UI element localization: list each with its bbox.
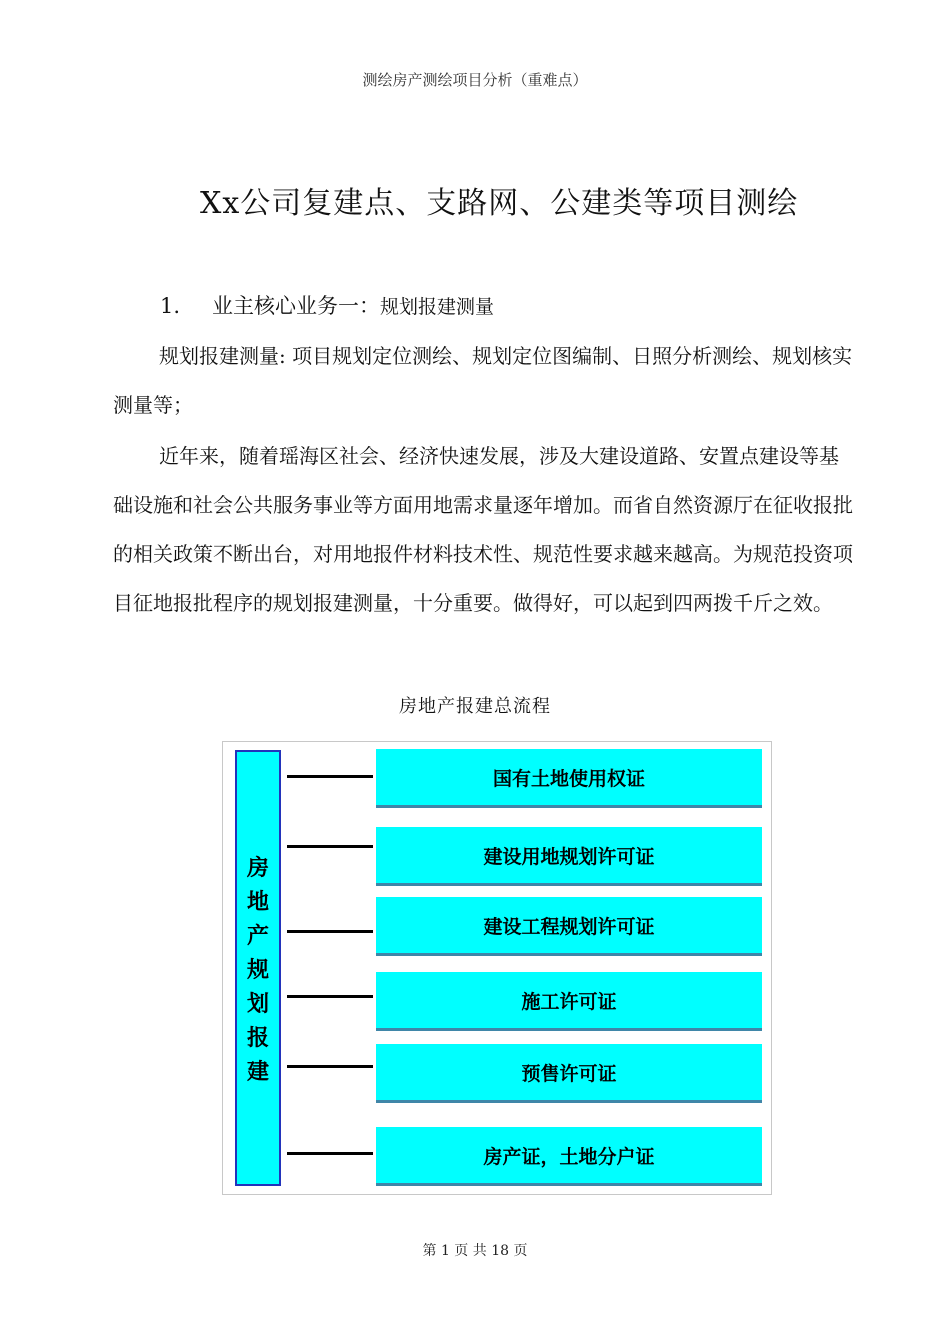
page-footer: 第 1 页 共 18 页 [422, 1243, 528, 1259]
connector-line [287, 775, 373, 778]
section-subtitle: 规划报建测量 [380, 296, 495, 318]
flow-step-label: 建设用地规划许可证 [483, 845, 655, 868]
flow-step-label: 房产证，土地分户证 [483, 1145, 655, 1168]
connector-line [287, 995, 373, 998]
flow-step-label: 建设工程规划许可证 [483, 915, 655, 938]
connector-line [287, 845, 373, 848]
flow-step-land-planning-permit [376, 827, 762, 883]
paragraph-1-text: 规划报建测量: 项目规划定位测绘、规划定位图编制、日照分析测绘、规划核实测量等； [113, 344, 853, 417]
diagram-root-bar [235, 750, 281, 1186]
flow-step-label: 施工许可证 [521, 990, 617, 1013]
flow-step-label: 预售许可证 [521, 1062, 617, 1085]
document-title: Xx公司复建点、支路网、公建类等项目测绘 [200, 186, 799, 221]
paragraph-2 [113, 432, 853, 628]
paragraph-1 [113, 332, 853, 430]
section-heading [160, 290, 494, 320]
flow-step-construction-planning-permit [376, 897, 762, 953]
connector-line [287, 1065, 373, 1068]
section-title: 业主核心业务一： [212, 294, 380, 318]
connector-line [287, 1152, 373, 1155]
flow-step-land-use-certificate [376, 749, 762, 805]
diagram-root-label: 房地产规划报建 [247, 856, 270, 1085]
diagram-caption: 房地产报建总流程 [399, 696, 551, 717]
connector-line [287, 930, 373, 933]
flow-step-property-certificate [376, 1127, 762, 1183]
section-number: 1. [160, 294, 181, 318]
flow-diagram [222, 741, 772, 1195]
running-header: 测绘房产测绘项目分析（重难点） [362, 71, 588, 89]
flow-step-label: 国有土地使用权证 [492, 767, 645, 790]
flow-step-construction-permit [376, 972, 762, 1028]
paragraph-2-text: 近年来，随着瑶海区社会、经济快速发展，涉及大建设道路、安置点建设等基础设施和社会公共服务事业等方面用地需求量逐年增加。而省自然资源厅在征收报批的相关政策不断出台，对用地报件材料技术性、规范性要求越来越高。为规范投资项目征地报批程序的规划报建测量，十分重要。做得好，可以起到四两拨千斤之效。 [113, 444, 853, 615]
flow-step-presale-permit [376, 1044, 762, 1100]
